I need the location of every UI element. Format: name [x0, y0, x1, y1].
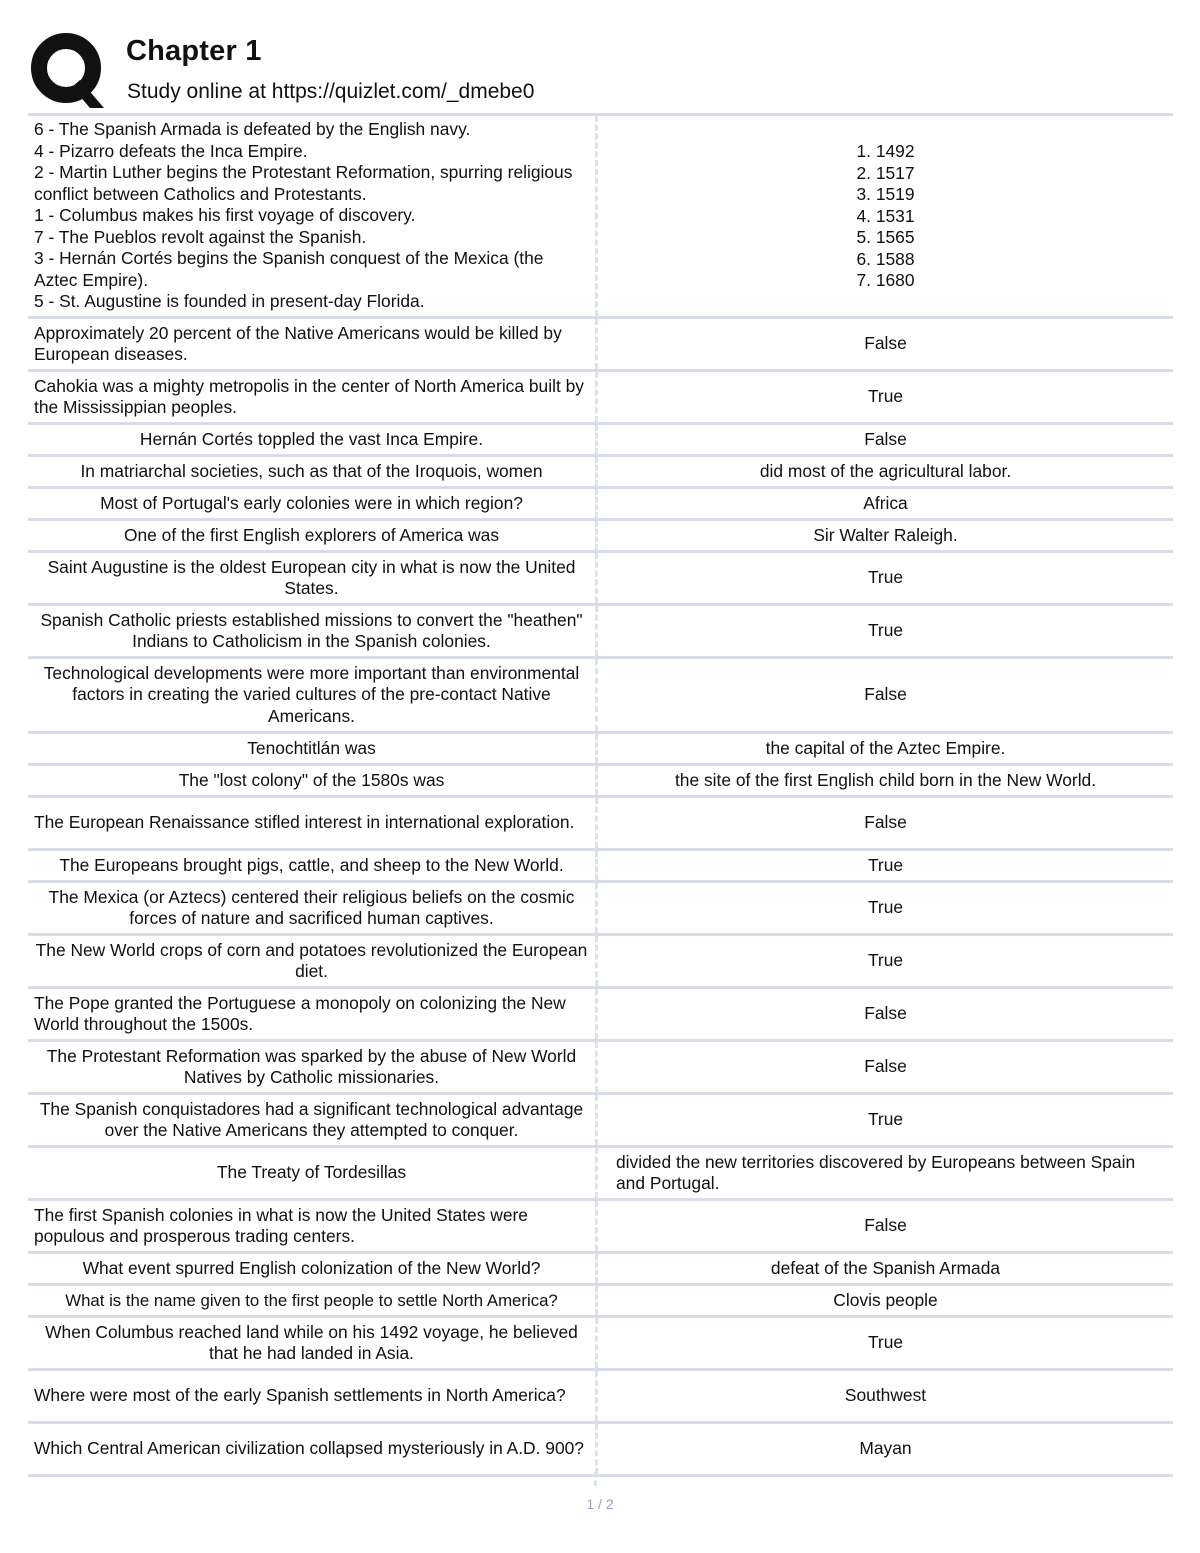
- table-row: [28, 1424, 1173, 1477]
- term-cell: What event spurred English colonization of the New World?: [28, 1254, 598, 1283]
- definition-cell: True: [867, 854, 904, 875]
- list-item: 6 - The Spanish Armada is defeated by the English navy.: [34, 119, 471, 140]
- table-row: [28, 319, 1173, 372]
- term-cell: When Columbus reached land while on his 1492 voyage, he believed that he had landed in Asia.: [28, 1318, 598, 1368]
- flashcard-table: [28, 113, 1173, 1477]
- definition-cell: Southwest: [844, 1385, 927, 1406]
- definition-cell: the capital of the Aztec Empire.: [765, 737, 1006, 758]
- table-row: [28, 1254, 1173, 1286]
- quizlet-q-logo-icon: [30, 32, 108, 110]
- term-cell: Most of Portugal's early colonies were in which region?: [28, 489, 598, 518]
- definition-cell: True: [867, 897, 904, 918]
- definition-cell: Mayan: [859, 1438, 912, 1459]
- definition-cell: False: [864, 428, 907, 449]
- term-cell: The "lost colony" of the 1580s was: [28, 766, 598, 795]
- list-item: 1. 1492: [856, 141, 915, 161]
- table-row: [28, 372, 1173, 425]
- definition-cell: divided the new territories discovered by Europeans between Spain and Portugal.: [616, 1151, 1136, 1193]
- page-number: 1 / 2: [586, 1496, 614, 1512]
- term-cell: [28, 116, 598, 316]
- term-cell: Tenochtitlán was: [28, 734, 598, 763]
- list-item: 6. 1588: [856, 248, 915, 269]
- definition-cell: True: [867, 1109, 904, 1130]
- list-item: 2. 1517: [856, 162, 915, 183]
- term-cell: The Spanish conquistadores had a significant technological advantage over the Native Americans they attempted to conquer.: [28, 1095, 598, 1145]
- term-cell: Hernán Cortés toppled the vast Inca Empire.: [28, 425, 598, 454]
- term-cell: In matriarchal societies, such as that of the Iroquois, women: [28, 457, 598, 486]
- definition-cell: False: [864, 684, 907, 705]
- table-row: [28, 659, 1173, 734]
- table-row: [28, 766, 1173, 798]
- table-row: [28, 1318, 1173, 1371]
- list-item: 4. 1531: [856, 205, 915, 226]
- list-item: 4 - Pizarro defeats the Inca Empire.: [34, 140, 308, 161]
- table-row: [28, 1042, 1173, 1095]
- definition-cell: the site of the first English child born in the New World.: [674, 769, 1097, 790]
- list-item: 5 - St. Augustine is founded in present-day Florida.: [34, 291, 425, 312]
- term-cell: The Protestant Reformation was sparked by the abuse of New World Natives by Catholic missionaries.: [28, 1042, 598, 1092]
- list-item: 1 - Columbus makes his first voyage of discovery.: [34, 205, 416, 226]
- term-cell: What is the name given to the first people to settle North America?: [28, 1286, 598, 1315]
- term-cell: Which Central American civilization collapsed mysteriously in A.D. 900?: [28, 1424, 598, 1474]
- definition-cell: Clovis people: [833, 1289, 938, 1310]
- definition-cell: False: [864, 1215, 907, 1236]
- term-cell: The first Spanish colonies in what is now the United States were populous and prosperous trading centers.: [28, 1201, 598, 1251]
- table-row: [28, 425, 1173, 457]
- term-cell: The Europeans brought pigs, cattle, and sheep to the New World.: [28, 851, 598, 880]
- definition-cell: False: [864, 333, 907, 354]
- table-row: [28, 1371, 1173, 1424]
- page-title: Chapter 1: [126, 35, 262, 67]
- definition-cell: did most of the agricultural labor.: [759, 460, 1012, 481]
- table-row: [28, 489, 1173, 521]
- definition-cell: Sir Walter Raleigh.: [813, 524, 958, 545]
- term-cell: Spanish Catholic priests established missions to convert the "heathen" Indians to Catholicism in the Spanish colonies.: [28, 606, 598, 656]
- term-cell: Approximately 20 percent of the Native Americans would be killed by European diseases.: [28, 319, 598, 369]
- definition-cell: [598, 116, 1173, 316]
- term-cell: Cahokia was a mighty metropolis in the center of North America built by the Mississippian peoples.: [28, 372, 598, 422]
- list-item: 7 - The Pueblos revolt against the Spanish.: [34, 226, 367, 247]
- list-item: 7. 1680: [856, 270, 915, 290]
- list-item: 2 - Martin Luther begins the Protestant Reformation, spurring religious conflict between Catholics and Protestants.: [34, 162, 573, 204]
- term-cell: The Mexica (or Aztecs) centered their religious beliefs on the cosmic forces of nature and sacrificed human captives.: [28, 883, 598, 933]
- term-cell: The New World crops of corn and potatoes revolutionized the European diet.: [28, 936, 598, 986]
- table-row: [28, 521, 1173, 553]
- definition-cell: False: [864, 1056, 907, 1077]
- list-item: 3. 1519: [856, 184, 915, 204]
- definition-cell: True: [867, 386, 904, 407]
- definition-cell: False: [864, 1003, 907, 1024]
- definition-cell: False: [864, 812, 907, 833]
- term-cell: The Treaty of Tordesillas: [28, 1148, 598, 1198]
- table-row: [28, 989, 1173, 1042]
- term-cell: Technological developments were more important than environmental factors in creating the varied cultures of the pre-contact Native Americans.: [28, 659, 598, 731]
- term-cell: The Pope granted the Portuguese a monopoly on colonizing the New World throughout the 1500s.: [28, 989, 598, 1039]
- table-row: [28, 1201, 1173, 1254]
- term-cell: The European Renaissance stifled interest in international exploration.: [28, 798, 598, 848]
- table-row: [28, 1095, 1173, 1148]
- table-row: [28, 1148, 1173, 1201]
- definition-cell: True: [867, 1332, 904, 1353]
- table-row: [28, 798, 1173, 851]
- table-row: [28, 883, 1173, 936]
- term-cell: Saint Augustine is the oldest European city in what is now the United States.: [28, 553, 598, 603]
- term-cell: One of the first English explorers of America was: [28, 521, 598, 550]
- table-row: [28, 851, 1173, 883]
- table-row: [28, 553, 1173, 606]
- table-row: [28, 606, 1173, 659]
- page-header: [28, 26, 1178, 108]
- table-row: [28, 936, 1173, 989]
- term-cell: Where were most of the early Spanish settlements in North America?: [28, 1371, 598, 1421]
- definition-cell: True: [867, 620, 904, 641]
- table-row: [28, 457, 1173, 489]
- table-row: [28, 116, 1173, 319]
- definition-cell: Africa: [863, 492, 908, 513]
- event-list: [34, 119, 589, 313]
- list-item: 3 - Hernán Cortés begins the Spanish conquest of the Mexica (the Aztec Empire).: [34, 248, 544, 290]
- definition-cell: defeat of the Spanish Armada: [770, 1257, 1001, 1278]
- table-row: [28, 1286, 1173, 1318]
- list-item: 5. 1565: [856, 227, 915, 247]
- table-row: [28, 734, 1173, 766]
- definition-cell: True: [867, 950, 904, 971]
- study-online-link[interactable]: Study online at https://quizlet.com/_dmebe0: [127, 80, 535, 103]
- definition-cell: True: [867, 567, 904, 588]
- column-divider: [594, 1472, 597, 1486]
- date-list: [856, 141, 914, 292]
